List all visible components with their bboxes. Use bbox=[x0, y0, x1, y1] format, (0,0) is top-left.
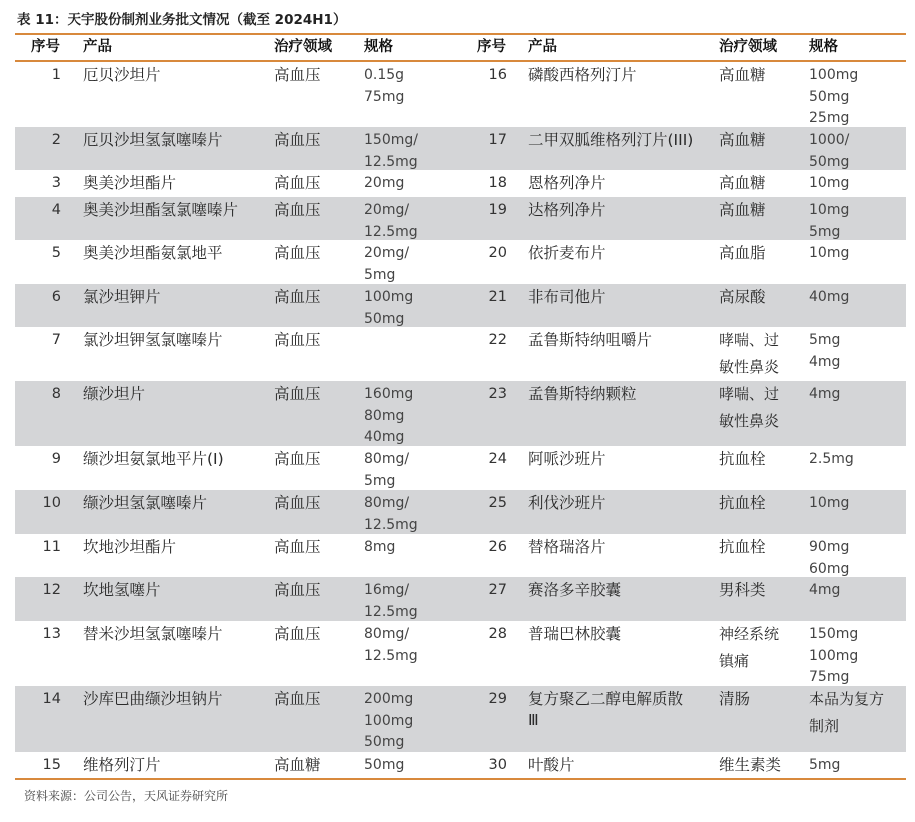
cell-spec-right-line: 90mg bbox=[809, 539, 850, 555]
cell-spec-right bbox=[809, 330, 840, 373]
cell-product-left-line: 氯沙坦钾片 bbox=[83, 288, 161, 306]
cell-field-right bbox=[719, 449, 766, 470]
cell-product-left bbox=[83, 243, 223, 264]
cell-field-left-line: 高血压 bbox=[274, 174, 321, 192]
cell-spec-left-line: 50mg bbox=[364, 310, 405, 327]
cell-spec-left bbox=[364, 243, 409, 286]
cell-no-right: 16 bbox=[488, 67, 507, 83]
cell-spec-left-line: 100mg bbox=[364, 289, 414, 305]
cell-field-right-line: 抗血栓 bbox=[719, 494, 766, 512]
cell-no-left: 15 bbox=[42, 757, 61, 773]
cell-spec-left-line: 5mg bbox=[364, 266, 396, 283]
header-product-right: 产品 bbox=[528, 39, 557, 55]
cell-product-right bbox=[528, 537, 606, 558]
cell-product-right bbox=[528, 624, 621, 645]
cell-product-right-line: 普瑞巴林胶囊 bbox=[528, 625, 622, 643]
cell-no-left: 1 bbox=[51, 67, 61, 83]
cell-field-right bbox=[719, 200, 766, 221]
cell-field-right bbox=[719, 621, 779, 675]
cell-spec-left-line: 20mg bbox=[364, 175, 405, 191]
cell-no-right: 22 bbox=[488, 332, 507, 348]
cell-spec-right-line: 4mg bbox=[809, 353, 841, 370]
cell-field-left-line: 高血压 bbox=[274, 288, 321, 306]
cell-no-left: 8 bbox=[51, 386, 61, 402]
cell-no-left: 2 bbox=[51, 132, 61, 148]
cell-product-right bbox=[528, 200, 606, 221]
table-row bbox=[15, 127, 906, 170]
cell-spec-right-line: 5mg bbox=[809, 223, 841, 240]
cell-spec-left-line: 75mg bbox=[364, 88, 405, 105]
cell-spec-left bbox=[364, 689, 413, 754]
cell-no-right: 21 bbox=[488, 289, 507, 305]
cell-product-right bbox=[528, 493, 606, 514]
cell-product-left-line: 缬沙坦氢氯噻嗪片 bbox=[83, 494, 208, 512]
table-row bbox=[15, 534, 906, 577]
cell-product-left bbox=[83, 689, 223, 710]
source-note: 资料来源：公司公告，天风证券研究所 bbox=[24, 789, 229, 803]
cell-field-left bbox=[274, 449, 321, 470]
cell-field-right-line: 清肠 bbox=[719, 690, 751, 708]
cell-product-left-line: 奥美沙坦酯氢氯噻嗪片 bbox=[83, 201, 239, 219]
cell-field-left bbox=[274, 173, 321, 194]
cell-no-left: 11 bbox=[42, 539, 61, 555]
cell-product-right-line: 非布司他片 bbox=[528, 288, 606, 306]
cell-spec-left-line: 80mg bbox=[364, 407, 405, 424]
cell-field-right-line: 维生素类 bbox=[719, 756, 782, 774]
cell-spec-right-line: 5mg bbox=[809, 757, 841, 773]
cell-no-right: 23 bbox=[488, 386, 507, 402]
cell-field-right-line: 男科类 bbox=[719, 581, 766, 599]
cell-spec-right bbox=[809, 624, 858, 689]
cell-spec-right-line: 10mg bbox=[809, 245, 850, 261]
cell-spec-left bbox=[364, 537, 395, 559]
cell-product-right bbox=[528, 449, 606, 470]
cell-field-right-line: 神经系统 bbox=[719, 625, 780, 643]
cell-product-left-line: 奥美沙坦酯氨氯地平 bbox=[83, 244, 223, 262]
table-bottom-rule bbox=[15, 778, 906, 780]
cell-no-left: 5 bbox=[51, 245, 61, 261]
cell-spec-left-line: 0.15g bbox=[364, 67, 405, 83]
cell-spec-right-line: 60mg bbox=[809, 560, 850, 577]
cell-spec-left-line: 16mg/ bbox=[364, 582, 410, 598]
cell-spec-left bbox=[364, 65, 404, 108]
cell-field-right bbox=[719, 287, 766, 308]
cell-field-right-line: 高血脂 bbox=[719, 244, 766, 262]
cell-field-left bbox=[274, 130, 321, 151]
cell-spec-right-line: 50mg bbox=[809, 88, 850, 105]
table-row bbox=[15, 284, 906, 327]
cell-product-right-line: 依折麦布片 bbox=[528, 244, 606, 262]
cell-field-left bbox=[274, 580, 321, 601]
cell-spec-right bbox=[809, 287, 849, 309]
cell-spec-right bbox=[809, 243, 849, 265]
cell-field-right bbox=[719, 173, 766, 194]
cell-spec-left-line: 80mg/ bbox=[364, 451, 410, 467]
cell-product-left bbox=[83, 449, 224, 470]
cell-field-left bbox=[274, 537, 321, 558]
table-row bbox=[15, 621, 906, 686]
cell-product-left bbox=[83, 537, 176, 558]
cell-spec-right-line: 40mg bbox=[809, 289, 850, 305]
cell-product-right-line: 替格瑞洛片 bbox=[528, 538, 606, 556]
table-row bbox=[15, 170, 906, 197]
cell-product-right-line: 孟鲁斯特纳颗粒 bbox=[528, 385, 637, 403]
cell-spec-right bbox=[809, 173, 849, 195]
cell-field-left-line: 高血压 bbox=[274, 538, 321, 556]
header-field-right: 治疗领域 bbox=[719, 39, 777, 55]
cell-spec-right bbox=[809, 580, 840, 602]
cell-no-left: 6 bbox=[51, 289, 61, 305]
cell-product-right bbox=[528, 755, 575, 776]
cell-product-right bbox=[528, 243, 606, 264]
cell-no-left: 13 bbox=[42, 626, 61, 642]
cell-product-left bbox=[83, 493, 207, 514]
cell-spec-right bbox=[809, 537, 849, 580]
cell-no-left: 7 bbox=[51, 332, 61, 348]
cell-product-right-line: 复方聚乙二醇电解质散 bbox=[528, 690, 684, 708]
cell-product-right-line: 阿哌沙班片 bbox=[528, 450, 606, 468]
cell-spec-left-line: 50mg bbox=[364, 734, 405, 750]
cell-field-right-line: 高尿酸 bbox=[719, 288, 766, 306]
cell-no-right: 26 bbox=[488, 539, 507, 555]
cell-product-left-line: 替米沙坦氢氯噻嗪片 bbox=[83, 625, 223, 643]
cell-spec-right bbox=[809, 755, 840, 777]
table-row bbox=[15, 446, 906, 490]
header-spec-left: 规格 bbox=[364, 39, 393, 55]
cell-field-right bbox=[719, 130, 766, 151]
cell-spec-right-line: 75mg bbox=[809, 669, 850, 685]
cell-product-left-line: 沙库巴曲缬沙坦钠片 bbox=[83, 690, 223, 708]
cell-field-right-line: 敏性鼻炎 bbox=[719, 412, 780, 430]
cell-field-left bbox=[274, 330, 321, 351]
cell-product-left-line: 奥美沙坦酯片 bbox=[83, 174, 177, 192]
table-row bbox=[15, 240, 906, 284]
cell-field-right-line: 高血糖 bbox=[719, 131, 766, 149]
cell-product-left bbox=[83, 287, 161, 308]
cell-spec-left-line: 12.5mg bbox=[364, 153, 418, 170]
cell-no-right: 24 bbox=[488, 451, 507, 467]
cell-spec-right-line: 100mg bbox=[809, 647, 859, 664]
cell-field-left-line: 高血压 bbox=[274, 66, 321, 84]
cell-no-right: 27 bbox=[488, 582, 507, 598]
cell-product-right-line: 孟鲁斯特纳咀嚼片 bbox=[528, 331, 653, 349]
cell-product-left bbox=[83, 580, 161, 601]
cell-spec-left-line: 12.5mg bbox=[364, 647, 418, 664]
cell-spec-left bbox=[364, 755, 404, 777]
cell-product-right-line: 二甲双胍维格列汀片(III) bbox=[528, 131, 694, 149]
cell-spec-left bbox=[364, 449, 409, 492]
cell-product-right-line: Ⅲ bbox=[528, 711, 539, 729]
cell-no-right: 30 bbox=[488, 757, 507, 773]
table-row bbox=[15, 686, 906, 752]
cell-product-left bbox=[83, 384, 145, 405]
cell-no-left: 9 bbox=[51, 451, 61, 467]
cell-spec-right-line: 50mg bbox=[809, 153, 850, 170]
cell-spec-right-line: 1000/ bbox=[809, 132, 850, 148]
cell-field-right-line: 高血糖 bbox=[719, 201, 766, 219]
cell-field-left-line: 高血压 bbox=[274, 581, 321, 599]
cell-spec-left-line: 12.5mg bbox=[364, 603, 418, 620]
cell-field-left bbox=[274, 287, 321, 308]
cell-spec-right bbox=[809, 65, 858, 130]
header-spec-right: 规格 bbox=[809, 39, 838, 55]
cell-field-right-line: 抗血栓 bbox=[719, 538, 766, 556]
cell-product-right-line: 赛洛多辛胶囊 bbox=[528, 581, 622, 599]
cell-spec-left-line: 12.5mg bbox=[364, 223, 418, 240]
cell-field-right bbox=[719, 689, 750, 710]
cell-product-right bbox=[528, 689, 683, 731]
cell-field-left-line: 高血压 bbox=[274, 131, 321, 149]
cell-field-left bbox=[274, 200, 321, 221]
cell-no-left: 3 bbox=[51, 175, 61, 191]
cell-product-right bbox=[528, 384, 637, 405]
cell-product-right bbox=[528, 173, 606, 194]
cell-field-right bbox=[719, 493, 766, 514]
cell-spec-right-line: 150mg bbox=[809, 626, 859, 642]
cell-spec-left-line: 12.5mg bbox=[364, 516, 418, 533]
cell-spec-right-line: 10mg bbox=[809, 175, 850, 191]
cell-spec-left-line: 80mg/ bbox=[364, 626, 410, 642]
cell-field-left-line: 高血压 bbox=[274, 494, 321, 512]
cell-product-right bbox=[528, 287, 606, 308]
cell-spec-left-line: 150mg/ bbox=[364, 132, 418, 148]
cell-field-left-line: 高血压 bbox=[274, 625, 321, 643]
cell-spec-right-line: 4mg bbox=[809, 582, 841, 598]
cell-field-left-line: 高血压 bbox=[274, 201, 321, 219]
header-no-left: 序号 bbox=[31, 39, 60, 55]
cell-spec-left-line: 20mg/ bbox=[364, 245, 410, 261]
cell-product-left bbox=[83, 200, 238, 221]
table-row bbox=[15, 381, 906, 446]
cell-spec-left-line: 50mg bbox=[364, 757, 405, 773]
cell-spec-right bbox=[809, 130, 849, 173]
cell-product-right bbox=[528, 130, 693, 151]
cell-product-left bbox=[83, 130, 223, 151]
cell-field-right-line: 哮喘、过 bbox=[719, 331, 780, 349]
cell-product-right-line: 恩格列净片 bbox=[528, 174, 606, 192]
cell-spec-left bbox=[364, 130, 418, 173]
cell-product-right-line: 叶酸片 bbox=[528, 756, 575, 774]
table-row bbox=[15, 327, 906, 381]
cell-product-right-line: 利伐沙班片 bbox=[528, 494, 606, 512]
cell-product-left-line: 厄贝沙坦片 bbox=[83, 66, 161, 84]
cell-spec-left bbox=[364, 580, 418, 623]
cell-field-right bbox=[719, 327, 779, 381]
cell-product-left-line: 坎地沙坦酯片 bbox=[83, 538, 177, 556]
cell-field-left bbox=[274, 384, 321, 405]
cell-no-left: 12 bbox=[42, 582, 61, 598]
cell-product-left bbox=[83, 330, 223, 351]
cell-spec-right bbox=[809, 686, 884, 740]
cell-spec-right-line: 2.5mg bbox=[809, 451, 854, 467]
cell-field-right bbox=[719, 243, 766, 264]
cell-no-right: 18 bbox=[488, 175, 507, 191]
cell-spec-left-line: 200mg bbox=[364, 691, 414, 707]
cell-field-left bbox=[274, 624, 321, 645]
cell-spec-left-line: 5mg bbox=[364, 472, 396, 489]
cell-field-right-line: 镇痛 bbox=[719, 652, 750, 670]
cell-product-left-line: 缬沙坦片 bbox=[83, 385, 146, 403]
cell-field-left bbox=[274, 755, 321, 776]
cell-no-left: 4 bbox=[51, 202, 61, 218]
cell-spec-right bbox=[809, 384, 840, 406]
cell-spec-right-line: 4mg bbox=[809, 386, 841, 402]
header-no-right: 序号 bbox=[477, 39, 506, 55]
cell-no-right: 25 bbox=[488, 495, 507, 511]
cell-field-right-line: 高血糖 bbox=[719, 174, 766, 192]
cell-spec-left bbox=[364, 493, 418, 536]
cell-product-left-line: 氯沙坦钾氢氯噻嗪片 bbox=[83, 331, 223, 349]
cell-no-right: 29 bbox=[488, 691, 507, 707]
cell-spec-left bbox=[364, 384, 413, 449]
cell-product-left bbox=[83, 755, 161, 776]
cell-product-left bbox=[83, 173, 176, 194]
cell-product-right-line: 磷酸西格列汀片 bbox=[528, 66, 637, 84]
cell-spec-left bbox=[364, 624, 418, 667]
header-field-left: 治疗领域 bbox=[274, 39, 332, 55]
cell-spec-left bbox=[364, 173, 404, 195]
cell-spec-right-line: 100mg bbox=[809, 67, 859, 83]
cell-no-left: 10 bbox=[42, 495, 61, 511]
cell-product-left bbox=[83, 65, 161, 86]
cell-field-right bbox=[719, 755, 781, 776]
cell-field-left-line: 高血糖 bbox=[274, 756, 321, 774]
cell-field-right-line: 高血糖 bbox=[719, 66, 766, 84]
cell-spec-left-line: 40mg bbox=[364, 429, 405, 445]
cell-product-right-line: 达格列净片 bbox=[528, 201, 606, 219]
cell-field-left-line: 高血压 bbox=[274, 450, 321, 468]
cell-field-left bbox=[274, 493, 321, 514]
table-row bbox=[15, 197, 906, 240]
cell-spec-left-line: 80mg/ bbox=[364, 495, 410, 511]
cell-spec-right bbox=[809, 493, 849, 515]
cell-spec-left bbox=[364, 287, 413, 330]
table-row bbox=[15, 577, 906, 621]
cell-field-left-line: 高血压 bbox=[274, 244, 321, 262]
cell-product-left-line: 厄贝沙坦氢氯噻嗪片 bbox=[83, 131, 223, 149]
cell-no-left: 14 bbox=[42, 691, 61, 707]
header-product-left: 产品 bbox=[83, 39, 112, 55]
cell-product-right bbox=[528, 580, 621, 601]
cell-product-left bbox=[83, 624, 223, 645]
cell-field-left-line: 高血压 bbox=[274, 690, 321, 708]
cell-field-right-line: 敏性鼻炎 bbox=[719, 358, 780, 376]
cell-spec-right-line: 制剂 bbox=[809, 717, 840, 735]
table-row bbox=[15, 62, 906, 127]
cell-field-right bbox=[719, 537, 766, 558]
cell-no-right: 20 bbox=[488, 245, 507, 261]
cell-field-left bbox=[274, 689, 321, 710]
cell-no-right: 28 bbox=[488, 626, 507, 642]
cell-spec-right-line: 5mg bbox=[809, 332, 841, 348]
cell-product-right bbox=[528, 65, 637, 86]
cell-product-right bbox=[528, 330, 652, 351]
cell-spec-left bbox=[364, 200, 418, 243]
cell-product-left-line: 坎地氢噻片 bbox=[83, 581, 161, 599]
cell-spec-left-line: 100mg bbox=[364, 712, 414, 729]
table-row bbox=[15, 752, 906, 778]
cell-field-right bbox=[719, 580, 766, 601]
table-title: 表 11：天宇股份制剂业务批文情况（截至 2024H1） bbox=[17, 12, 347, 28]
cell-product-left-line: 缬沙坦氨氯地平片(Ⅰ) bbox=[83, 450, 224, 468]
cell-spec-right bbox=[809, 200, 849, 243]
cell-field-right bbox=[719, 381, 779, 435]
cell-spec-left-line: 160mg bbox=[364, 386, 414, 402]
cell-spec-right-line: 10mg bbox=[809, 495, 850, 511]
cell-spec-right-line: 25mg bbox=[809, 110, 850, 126]
cell-field-left bbox=[274, 65, 321, 86]
cell-field-left bbox=[274, 243, 321, 264]
cell-spec-right bbox=[809, 449, 854, 471]
cell-no-right: 19 bbox=[488, 202, 507, 218]
cell-field-left-line: 高血压 bbox=[274, 331, 321, 349]
cell-field-left-line: 高血压 bbox=[274, 385, 321, 403]
cell-spec-left-line: 8mg bbox=[364, 539, 396, 555]
cell-no-right: 17 bbox=[488, 132, 507, 148]
cell-field-right-line: 抗血栓 bbox=[719, 450, 766, 468]
cell-product-left-line: 维格列汀片 bbox=[83, 756, 161, 774]
cell-spec-left-line: 20mg/ bbox=[364, 202, 410, 218]
cell-spec-right-line: 10mg bbox=[809, 202, 850, 218]
table-row bbox=[15, 490, 906, 534]
cell-spec-right-line: 本品为复方 bbox=[809, 690, 885, 708]
cell-field-right bbox=[719, 65, 766, 86]
cell-field-right-line: 哮喘、过 bbox=[719, 385, 780, 403]
